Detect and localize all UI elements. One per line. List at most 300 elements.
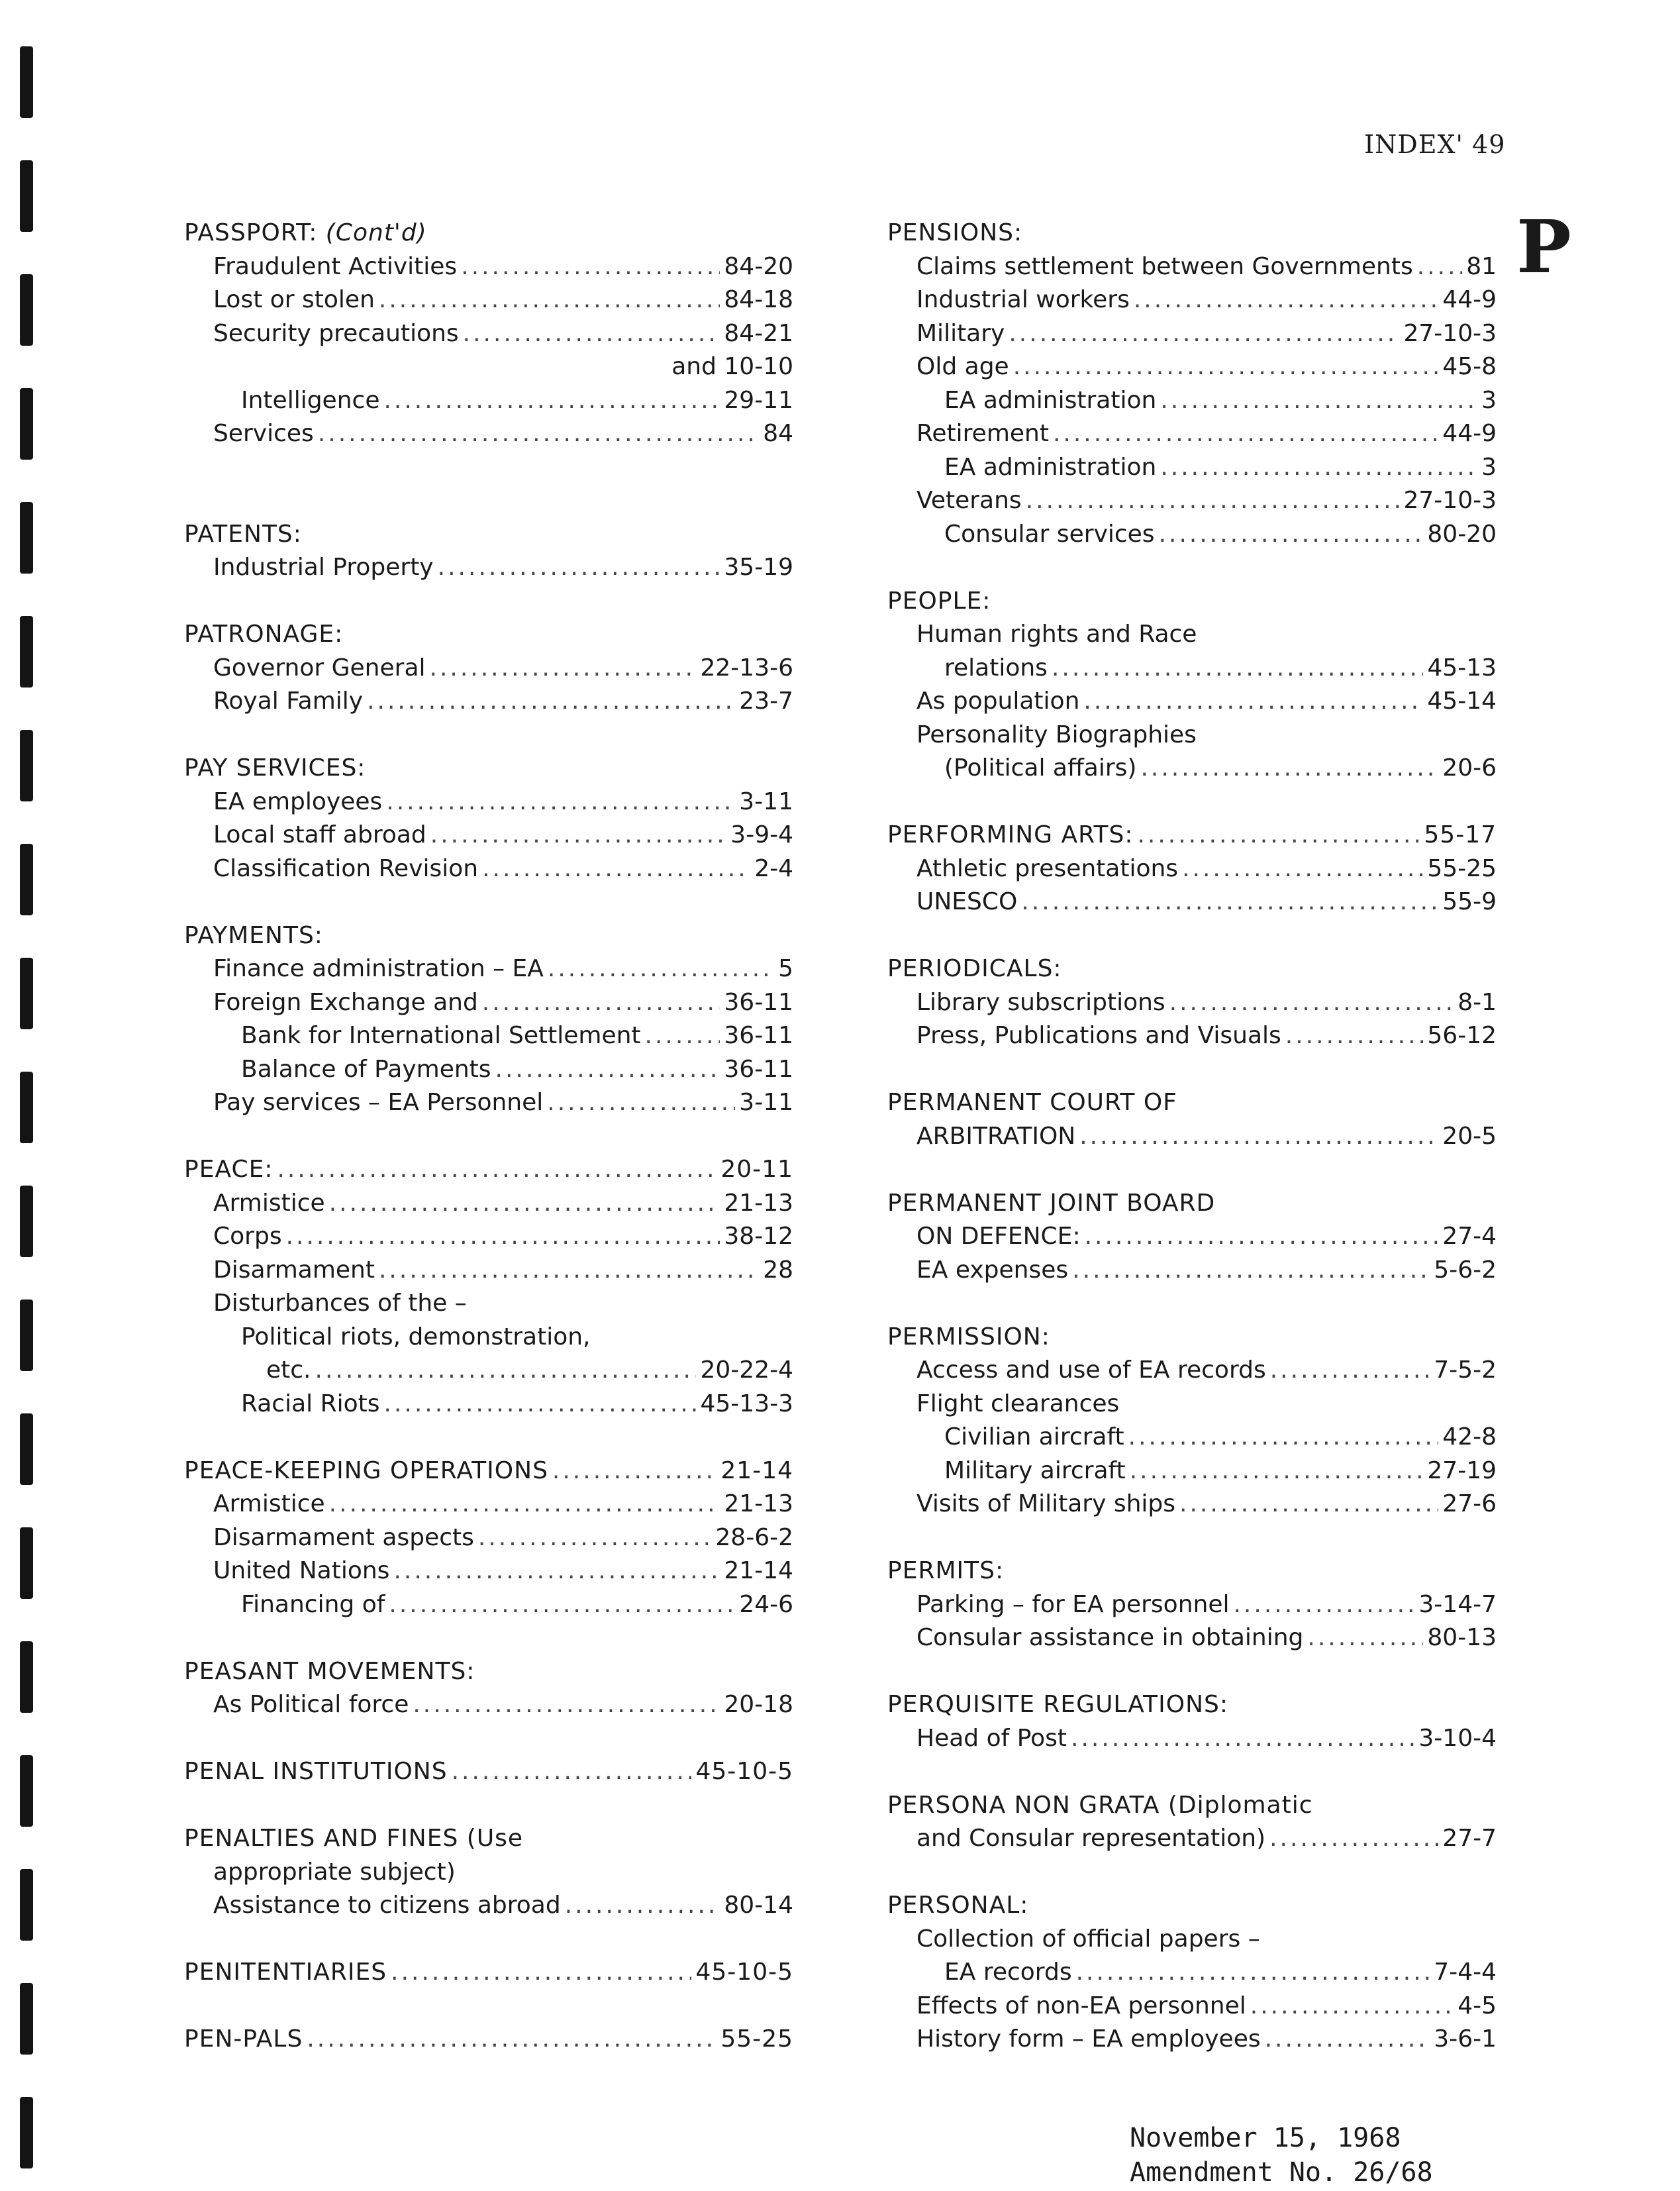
entry-spacer xyxy=(887,1755,1497,1789)
index-entry xyxy=(184,250,793,284)
entry-text: EA employees xyxy=(213,788,383,815)
entry-reference: 44-9 xyxy=(1442,420,1497,447)
dot-leader xyxy=(1270,1354,1430,1388)
entry-spacer xyxy=(184,1621,793,1655)
index-entry xyxy=(887,652,1497,686)
dot-leader xyxy=(1021,886,1438,919)
index-entry xyxy=(184,852,793,886)
entry-text: and Consular representation) xyxy=(916,1825,1266,1852)
index-entry xyxy=(887,1990,1497,2023)
entry-text: EA administration xyxy=(944,453,1157,481)
entry-text: Claims settlement between Governments xyxy=(916,252,1413,280)
entry-text: Balance of Payments xyxy=(241,1055,491,1083)
dot-leader xyxy=(1071,1722,1414,1756)
index-entry xyxy=(887,1421,1497,1454)
index-entry xyxy=(887,484,1497,518)
index-column-right xyxy=(887,217,1497,2057)
dot-leader xyxy=(1137,819,1420,852)
entry-reference: 21-14 xyxy=(724,1557,793,1584)
index-entry xyxy=(887,719,1497,752)
entry-reference: 28 xyxy=(763,1256,793,1284)
index-heading xyxy=(184,919,793,953)
binding-hole xyxy=(20,160,33,232)
entry-reference: 21-13 xyxy=(724,1490,793,1517)
binding-hole xyxy=(20,1641,33,1713)
binding-hole xyxy=(20,46,33,118)
entry-text: Consular services xyxy=(944,520,1155,548)
entry-spacer xyxy=(184,1722,793,1756)
entry-reference: 27-4 xyxy=(1442,1223,1497,1250)
dot-leader xyxy=(1417,250,1462,284)
entry-text: Effects of non-EA personnel xyxy=(916,1992,1246,2019)
entry-reference: 80-14 xyxy=(724,1892,793,1919)
entry-spacer xyxy=(887,1153,1497,1187)
index-entry xyxy=(184,1688,793,1722)
index-entry xyxy=(887,1822,1497,1856)
entry-reference: 55-25 xyxy=(720,2025,793,2053)
dot-leader xyxy=(430,652,697,686)
entry-reference: 28-6-2 xyxy=(715,1523,793,1551)
entry-spacer xyxy=(887,551,1497,585)
entry-text: Head of Post xyxy=(916,1724,1067,1752)
entry-text: relations xyxy=(944,654,1048,682)
dot-leader xyxy=(1130,1454,1424,1488)
dot-leader xyxy=(1233,1588,1414,1622)
dot-leader xyxy=(1140,752,1438,786)
index-entry xyxy=(184,384,793,418)
entry-text: PERMANENT COURT OF xyxy=(887,1089,1177,1116)
binding-hole xyxy=(20,844,33,915)
index-entry xyxy=(887,350,1497,384)
index-entry xyxy=(184,551,793,585)
binding-hole xyxy=(20,388,33,460)
index-entry xyxy=(184,1053,793,1087)
index-entry xyxy=(184,1889,793,1923)
index-entry xyxy=(184,986,793,1020)
index-heading xyxy=(887,1086,1497,1120)
binding-hole xyxy=(20,730,33,801)
entry-text: Old age xyxy=(916,353,1009,380)
binding-hole xyxy=(20,502,33,574)
index-heading xyxy=(184,1655,793,1689)
index-entry xyxy=(184,1856,793,1890)
index-entry xyxy=(887,1956,1497,1990)
entry-text: PENAL INSTITUTIONS xyxy=(184,1758,448,1785)
entry-text: Pay services – EA Personnel xyxy=(213,1089,544,1116)
entry-spacer xyxy=(184,484,793,518)
entry-reference: 20-11 xyxy=(720,1156,793,1183)
entry-reference: 35-19 xyxy=(724,554,793,581)
binding-hole xyxy=(20,1869,33,1941)
entry-text: United Nations xyxy=(213,1557,390,1584)
entry-reference: 3-14-7 xyxy=(1418,1590,1497,1618)
entry-reference: 3-6-1 xyxy=(1434,2025,1497,2053)
entry-spacer xyxy=(184,886,793,919)
dot-leader xyxy=(393,1554,720,1588)
entry-text: appropriate subject) xyxy=(213,1858,456,1886)
index-entry xyxy=(184,819,793,852)
entry-text: Governor General xyxy=(213,654,426,682)
entry-text: Parking – for EA personnel xyxy=(916,1590,1230,1618)
entry-spacer xyxy=(887,1521,1497,1555)
binding-hole xyxy=(20,1527,33,1599)
entry-spacer xyxy=(887,1287,1497,1321)
dot-leader xyxy=(552,1454,716,1488)
entry-reference: 5-6-2 xyxy=(1434,1256,1497,1284)
entry-reference: 55-17 xyxy=(1424,821,1497,848)
dot-leader xyxy=(379,1254,759,1288)
index-heading xyxy=(887,1321,1497,1354)
binding-hole xyxy=(20,1983,33,2055)
entry-text: As Political force xyxy=(213,1691,409,1718)
index-entry xyxy=(184,1254,793,1288)
index-entry xyxy=(887,886,1497,919)
binding-holes xyxy=(9,46,42,2179)
entry-text: Assistance to citizens abroad xyxy=(213,1892,561,1919)
entry-text: Armistice xyxy=(213,1189,325,1217)
index-heading xyxy=(887,819,1497,852)
footer-date: November 15, 1968 xyxy=(1130,2123,1401,2153)
dot-leader xyxy=(1079,1120,1438,1154)
index-entry xyxy=(887,685,1497,719)
entry-text: Retirement xyxy=(916,420,1049,447)
entry-text: PEACE: xyxy=(184,1156,273,1183)
dot-leader xyxy=(548,952,774,986)
entry-text: Bank for International Settlement xyxy=(241,1022,641,1049)
entry-reference: and 10-10 xyxy=(671,353,793,380)
entry-reference: 81 xyxy=(1466,252,1497,280)
dot-leader xyxy=(286,1220,720,1254)
entry-text: Disturbances of the – xyxy=(213,1290,467,1317)
entry-reference: 84-20 xyxy=(724,252,793,280)
entry-reference: 42-8 xyxy=(1442,1423,1497,1451)
index-entry xyxy=(184,1554,793,1588)
entry-spacer xyxy=(887,1655,1497,1689)
entry-text: Political riots, demonstration, xyxy=(241,1323,591,1350)
index-entry xyxy=(887,518,1497,552)
index-entry xyxy=(887,1722,1497,1756)
index-entry xyxy=(184,350,793,384)
entry-text: PERMANENT JOINT BOARD xyxy=(887,1189,1216,1217)
entry-text: Lost or stolen xyxy=(213,286,375,313)
index-entry xyxy=(887,1120,1497,1154)
entry-text: Athletic presentations xyxy=(916,854,1179,882)
entry-reference: 38-12 xyxy=(724,1223,793,1250)
entry-reference: 45-10-5 xyxy=(695,1758,793,1785)
index-entry xyxy=(887,1354,1497,1388)
dot-leader xyxy=(1076,1956,1430,1990)
index-heading xyxy=(887,1554,1497,1588)
index-entry xyxy=(887,384,1497,418)
dot-leader xyxy=(1052,652,1423,686)
entry-spacer xyxy=(184,1789,793,1823)
index-heading xyxy=(887,1789,1497,1823)
index-entry xyxy=(184,283,793,317)
index-entry xyxy=(184,1521,793,1555)
entry-reference: 29-11 xyxy=(724,386,793,414)
entry-reference: 45-13 xyxy=(1427,654,1497,682)
entry-reference: 27-6 xyxy=(1442,1490,1497,1517)
entry-text: PEACE-KEEPING OPERATIONS xyxy=(184,1456,548,1484)
dot-leader xyxy=(1085,1220,1439,1254)
entry-text: (Political affairs) xyxy=(944,754,1137,782)
page-header-index: INDEX' 49 xyxy=(1364,130,1506,159)
entry-reference: 5 xyxy=(778,955,793,982)
binding-hole xyxy=(20,2097,33,2168)
dot-leader xyxy=(1159,518,1424,552)
dot-leader xyxy=(645,1019,720,1053)
dot-leader xyxy=(452,1755,692,1789)
entry-text: PERFORMING ARTS: xyxy=(887,821,1134,848)
entry-text: PASSPORT: (Cont'd) xyxy=(184,219,427,246)
entry-text: Disarmament xyxy=(213,1256,375,1284)
dot-leader xyxy=(1134,283,1438,317)
index-heading xyxy=(184,1956,793,1990)
dot-leader xyxy=(547,1086,735,1120)
dot-leader xyxy=(413,1688,720,1722)
entry-reference: 27-10-3 xyxy=(1403,319,1497,347)
entry-text: Access and use of EA records xyxy=(916,1356,1266,1384)
entry-reference: 22-13-6 xyxy=(700,654,793,682)
index-heading xyxy=(184,1153,793,1187)
dot-leader xyxy=(367,685,735,719)
entry-spacer xyxy=(184,585,793,619)
entry-text: Armistice xyxy=(213,1490,325,1517)
index-heading xyxy=(887,1187,1497,1221)
entry-text: Disarmament aspects xyxy=(213,1523,474,1551)
index-entry xyxy=(184,952,793,986)
entry-spacer xyxy=(184,1120,793,1154)
index-heading xyxy=(887,585,1497,619)
entry-text: Personality Biographies xyxy=(916,721,1197,748)
index-heading xyxy=(184,518,793,552)
index-heading xyxy=(184,618,793,652)
entry-reference: 2-4 xyxy=(754,854,793,882)
entry-text: Flight clearances xyxy=(916,1390,1120,1417)
entry-spacer xyxy=(184,719,793,752)
entry-reference: 45-10-5 xyxy=(695,1959,793,1986)
index-heading xyxy=(887,952,1497,986)
page-footer xyxy=(1130,2121,1433,2190)
entry-reference: 3-9-4 xyxy=(730,821,793,848)
index-entry xyxy=(184,317,793,351)
dot-leader xyxy=(1269,1822,1438,1856)
entry-text: PERSONAL: xyxy=(887,1892,1029,1919)
dot-leader xyxy=(383,384,720,418)
dot-leader xyxy=(1307,1621,1423,1655)
entry-text: PERIODICALS: xyxy=(887,955,1062,982)
entry-text: PENALTIES AND FINES (Use xyxy=(184,1825,524,1852)
dot-leader xyxy=(329,1187,720,1221)
entry-reference: 8-1 xyxy=(1458,988,1497,1016)
dot-leader xyxy=(1179,1488,1438,1521)
index-entry xyxy=(184,1388,793,1421)
index-entry xyxy=(184,1588,793,1622)
entry-text: PAY SERVICES: xyxy=(184,754,366,782)
index-entry xyxy=(184,1187,793,1221)
dot-leader xyxy=(430,819,727,852)
entry-text: PERQUISITE REGULATIONS: xyxy=(887,1691,1228,1718)
entry-text: History form – EA employees xyxy=(916,2025,1261,2053)
entry-text: Racial Riots xyxy=(241,1390,380,1417)
entry-reference: 84 xyxy=(763,420,793,447)
entry-text: PEOPLE: xyxy=(887,587,991,615)
dot-leader xyxy=(384,1388,697,1421)
entry-reference: 7-4-4 xyxy=(1434,1959,1497,1986)
index-entry xyxy=(184,1488,793,1521)
entry-text: Industrial workers xyxy=(916,286,1130,313)
entry-reference: 20-18 xyxy=(724,1691,793,1718)
dot-leader xyxy=(482,852,750,886)
index-entry xyxy=(184,1321,793,1354)
dot-leader xyxy=(461,250,720,284)
entry-text: Classification Revision xyxy=(213,854,479,882)
dot-leader xyxy=(389,1588,735,1622)
index-entry xyxy=(887,417,1497,451)
entry-text: Military xyxy=(916,319,1005,347)
dot-leader xyxy=(463,317,720,351)
entry-reference: 3 xyxy=(1481,386,1497,414)
dot-leader xyxy=(1072,1254,1430,1288)
entry-spacer xyxy=(184,1990,793,2023)
entry-reference: 20-6 xyxy=(1442,754,1497,782)
index-entry xyxy=(887,1488,1497,1521)
dot-leader xyxy=(315,1354,697,1388)
dot-leader xyxy=(391,1956,691,1990)
dot-leader xyxy=(1160,451,1477,485)
index-entry xyxy=(887,852,1497,886)
entry-text: Intelligence xyxy=(241,386,380,414)
entry-text: Security precautions xyxy=(213,319,459,347)
dot-leader xyxy=(1083,685,1423,719)
entry-reference: 45-13-3 xyxy=(700,1390,793,1417)
entry-text: Foreign Exchange and xyxy=(213,988,478,1016)
entry-text: Press, Publications and Visuals xyxy=(916,1022,1281,1049)
entry-text: EA administration xyxy=(944,386,1157,414)
index-entry xyxy=(887,451,1497,485)
dot-leader xyxy=(379,283,720,317)
binding-hole xyxy=(20,616,33,688)
entry-reference: 21-14 xyxy=(720,1456,793,1484)
dot-leader xyxy=(1160,384,1477,418)
index-heading xyxy=(887,217,1497,250)
entry-text: PERMITS: xyxy=(887,1557,1005,1584)
index-heading xyxy=(887,1889,1497,1923)
dot-leader xyxy=(386,786,735,819)
entry-reference: 44-9 xyxy=(1442,286,1497,313)
index-entry xyxy=(184,1019,793,1053)
index-entry xyxy=(887,317,1497,351)
entry-text: PENSIONS: xyxy=(887,219,1023,246)
entry-text: Royal Family xyxy=(213,688,364,715)
dot-leader xyxy=(1169,986,1454,1020)
index-entry xyxy=(887,2023,1497,2057)
entry-reference: 27-10-3 xyxy=(1403,487,1497,514)
entry-text: Consular assistance in obtaining xyxy=(916,1624,1304,1651)
index-entry xyxy=(887,1588,1497,1622)
entry-text: PAYMENTS: xyxy=(184,921,323,949)
entry-text: EA expenses xyxy=(916,1256,1069,1284)
entry-text: Human rights and Race xyxy=(916,621,1197,648)
index-heading xyxy=(184,1454,793,1488)
entry-reference: 45-14 xyxy=(1427,688,1497,715)
entry-reference: 80-13 xyxy=(1427,1624,1497,1651)
binding-hole xyxy=(20,1186,33,1257)
dot-leader xyxy=(482,986,720,1020)
index-entry xyxy=(887,1621,1497,1655)
entry-reference: 21-13 xyxy=(724,1189,793,1217)
entry-text: UNESCO xyxy=(916,888,1018,915)
entry-spacer xyxy=(887,786,1497,819)
entry-continued-note: (Cont'd) xyxy=(325,219,427,246)
index-entry xyxy=(184,1354,793,1388)
index-entry xyxy=(184,685,793,719)
entry-text: Military aircraft xyxy=(944,1456,1126,1484)
entry-reference: 3-11 xyxy=(739,788,793,815)
binding-hole xyxy=(20,1299,33,1371)
entry-reference: 3-10-4 xyxy=(1418,1724,1497,1752)
entry-text: PEN-PALS xyxy=(184,2025,303,2053)
index-heading xyxy=(184,752,793,786)
entry-reference: 36-11 xyxy=(724,1055,793,1083)
index-entry xyxy=(887,752,1497,786)
dot-leader xyxy=(495,1053,720,1087)
index-entry xyxy=(887,618,1497,652)
dot-leader xyxy=(1128,1421,1439,1454)
index-entry xyxy=(887,1254,1497,1288)
index-entry xyxy=(184,652,793,686)
dot-leader xyxy=(1053,417,1438,451)
index-column-left xyxy=(184,217,793,2057)
index-heading xyxy=(184,1822,793,1856)
index-entry xyxy=(887,250,1497,284)
index-entry xyxy=(887,1388,1497,1421)
index-entry xyxy=(184,1287,793,1321)
index-entry xyxy=(887,986,1497,1020)
entry-text: Library subscriptions xyxy=(916,988,1165,1016)
entry-text: EA records xyxy=(944,1959,1072,1986)
entry-reference: 7-5-2 xyxy=(1434,1356,1497,1384)
entry-reference: 55-9 xyxy=(1442,888,1497,915)
dot-leader xyxy=(438,551,720,585)
binding-hole xyxy=(20,1072,33,1143)
entry-text: Veterans xyxy=(916,487,1022,514)
entry-reference: 80-20 xyxy=(1427,520,1497,548)
entry-reference: 20-22-4 xyxy=(700,1356,793,1384)
entry-text: PEASANT MOVEMENTS: xyxy=(184,1657,475,1685)
index-entry xyxy=(184,1220,793,1254)
dot-leader xyxy=(1013,350,1439,384)
index-heading xyxy=(184,1755,793,1789)
entry-reference: 24-6 xyxy=(739,1590,793,1618)
entry-spacer xyxy=(887,1053,1497,1087)
entry-reference: 45-8 xyxy=(1442,353,1497,380)
entry-text: PATRONAGE: xyxy=(184,621,344,648)
index-entry xyxy=(184,417,793,451)
binding-hole xyxy=(20,958,33,1029)
entry-spacer xyxy=(887,919,1497,953)
dot-leader xyxy=(318,417,759,451)
entry-reference: 84-18 xyxy=(724,286,793,313)
entry-text: Fraudulent Activities xyxy=(213,252,458,280)
index-entry xyxy=(887,1220,1497,1254)
entry-text: Industrial Property xyxy=(213,554,434,581)
entry-text: etc. xyxy=(266,1356,311,1384)
entry-text: Civilian aircraft xyxy=(944,1423,1124,1451)
index-heading xyxy=(184,217,793,250)
entry-text: PATENTS: xyxy=(184,520,302,548)
entry-spacer xyxy=(184,451,793,485)
